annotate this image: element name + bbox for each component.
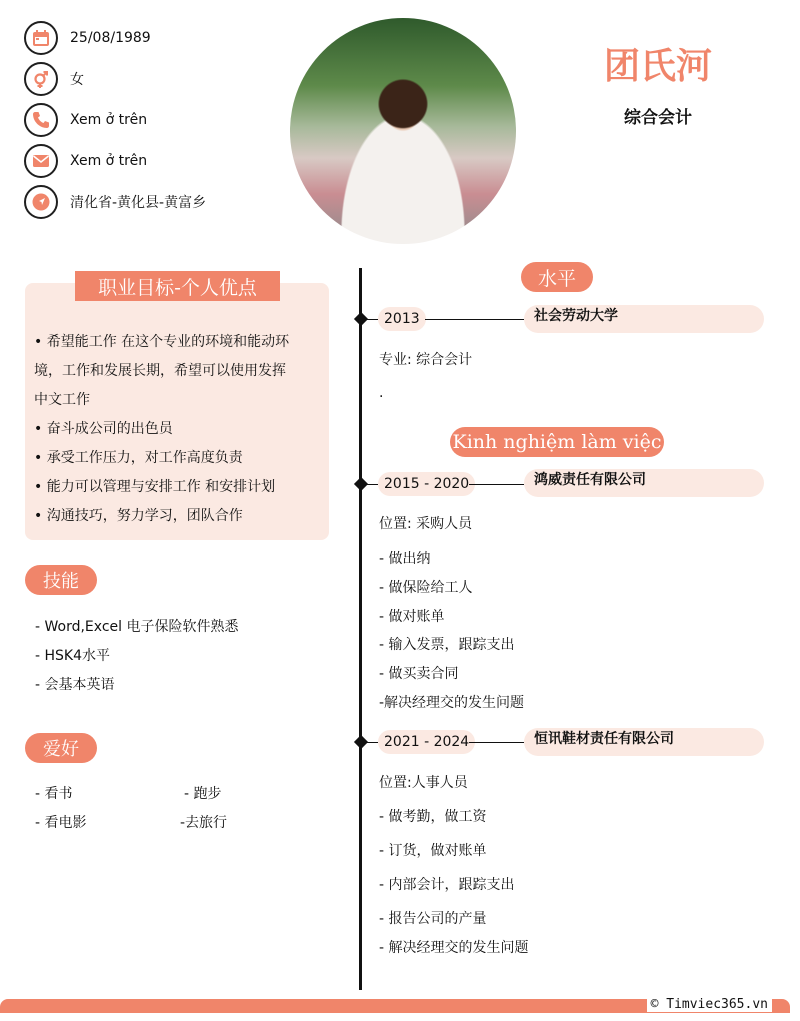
contact-gender xyxy=(24,62,84,96)
experience-heading: Kinh nghiệm làm việc xyxy=(450,427,664,457)
email-text: Xem ở trên xyxy=(70,153,148,169)
objective-line: 中文工作 xyxy=(34,392,90,408)
contact-phone xyxy=(24,103,147,137)
skills-heading: 技能 xyxy=(25,565,97,595)
hobby-item: - 看电影 xyxy=(35,815,87,831)
objective-heading: 职业目标-个人优点 xyxy=(75,271,280,301)
timeline-line xyxy=(359,268,362,990)
timeline-connector xyxy=(362,742,378,743)
job-duty: - 内部会计，跟踪支出 xyxy=(379,877,515,893)
objective-line: • 沟通技巧，努力学习，团队合作 xyxy=(34,508,243,524)
education-school: 社会劳动大学 xyxy=(524,305,764,333)
contact-email xyxy=(24,144,147,178)
phone-text: Xem ở trên xyxy=(70,112,148,128)
hobbies-heading: 爱好 xyxy=(25,733,97,763)
calendar-icon xyxy=(24,21,58,55)
hobby-item: -去旅行 xyxy=(180,815,228,831)
location-arrow-icon xyxy=(24,185,58,219)
skill-item: - HSK4水平 xyxy=(35,648,111,664)
skill-item: - Word,Excel 电子保险软件熟悉 xyxy=(35,619,239,635)
objective-line: • 承受工作压力，对工作高度负责 xyxy=(34,450,243,466)
objective-box xyxy=(25,283,329,540)
gender-icon xyxy=(24,62,58,96)
job-company: 恒讯鞋材责任有限公司 xyxy=(524,728,764,756)
job-period: 2021 - 2024 xyxy=(378,730,475,754)
envelope-icon xyxy=(24,144,58,178)
job-duty: - 做保险给工人 xyxy=(379,580,473,596)
timeline-connector xyxy=(469,484,524,485)
hobby-item: - 看书 xyxy=(35,786,73,802)
education-note: . xyxy=(379,385,384,401)
timeline-connector xyxy=(362,319,378,320)
job-duty: - 做买卖合同 xyxy=(379,666,459,682)
job-period: 2015 - 2020 xyxy=(378,472,475,496)
job-position: 位置:人事人员 xyxy=(379,775,468,791)
objective-line: 境，工作和发展长期，希望可以使用发挥 xyxy=(34,363,286,379)
objective-line: • 能力可以管理与安排工作 和安排计划 xyxy=(34,479,276,495)
job-duty: - 输入发票，跟踪支出 xyxy=(379,637,515,653)
timeline-connector xyxy=(469,742,524,743)
job-duty: - 做出纳 xyxy=(379,551,431,567)
timeline-connector xyxy=(362,484,378,485)
footer-brand[interactable]: © Timviec365.vn xyxy=(647,997,772,1012)
candidate-job-title: 综合会计 xyxy=(624,108,692,128)
phone-icon xyxy=(24,103,58,137)
address-text: 清化省-黄化县-黄富乡 xyxy=(70,195,207,211)
contact-address xyxy=(24,185,206,219)
birthday-text: 25/08/1989 xyxy=(70,30,151,46)
job-position: 位置: 采购人员 xyxy=(379,516,473,532)
gender-text: 女 xyxy=(70,72,84,88)
objective-line: • 希望能工作 在这个专业的环境和能动环 xyxy=(34,334,290,350)
education-major: 专业: 综合会计 xyxy=(379,352,473,368)
job-duty: - 订货，做对账单 xyxy=(379,843,487,859)
job-duty: -解决经理交的发生问题 xyxy=(379,695,525,711)
education-year: 2013 xyxy=(378,307,426,331)
hobby-item: - 跑步 xyxy=(184,786,222,802)
skill-item: - 会基本英语 xyxy=(35,677,115,693)
job-duty: - 做对账单 xyxy=(379,609,445,625)
timeline-connector xyxy=(425,319,524,320)
job-duty: - 解决经理交的发生问题 xyxy=(379,940,529,956)
job-company: 鸿威责任有限公司 xyxy=(524,469,764,497)
job-duty: - 报告公司的产量 xyxy=(379,911,487,927)
profile-photo xyxy=(290,18,516,244)
contact-birthday xyxy=(24,21,151,55)
job-duty: - 做考勤，做工资 xyxy=(379,809,487,825)
candidate-name: 团氏河 xyxy=(603,46,712,87)
objective-line: • 奋斗成公司的出色员 xyxy=(34,421,173,437)
education-heading: 水平 xyxy=(521,262,593,292)
